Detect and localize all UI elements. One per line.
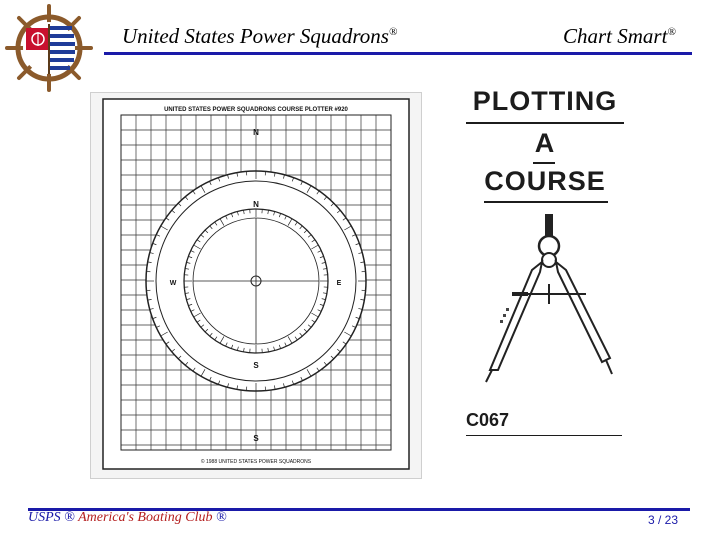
plotter-bottom-label: © 1988 UNITED STATES POWER SQUADRONS [200,459,312,465]
plotter-south-inner: S [253,361,259,370]
course-plotter-image [90,92,422,479]
plotter-north-inner: N [253,200,259,209]
plotter-top-label: UNITED STATES POWER SQUADRONS COURSE PLOTTER #920 [164,107,348,113]
footer-tagline: USPS ® America's Boating Club ® [28,510,227,525]
plotter-south-outer: S [253,434,259,443]
page-number: 3 / 23 [648,513,679,527]
plotting-course-card [450,80,640,450]
plotting-title-underline2 [533,162,555,164]
usps-logo [4,4,94,92]
plotter-north-outer: N [253,128,259,137]
dividers-icon [470,210,630,390]
plotting-title-underline3 [484,201,608,203]
plotter-west: W [169,280,177,287]
plotting-code: C067 [466,410,510,430]
plotting-code-underline [466,435,622,436]
plotting-title-line2: A [534,128,556,158]
plotting-title-line1: PLOTTING [472,86,618,116]
header-rule [104,52,692,55]
header-title-right: Chart Smart® [563,24,676,48]
plotter-east: E [336,280,342,287]
plotting-title-underline1 [466,122,624,124]
plotting-title-line3: COURSE [484,166,606,196]
header-title-left: United States Power Squadrons® [122,24,398,48]
